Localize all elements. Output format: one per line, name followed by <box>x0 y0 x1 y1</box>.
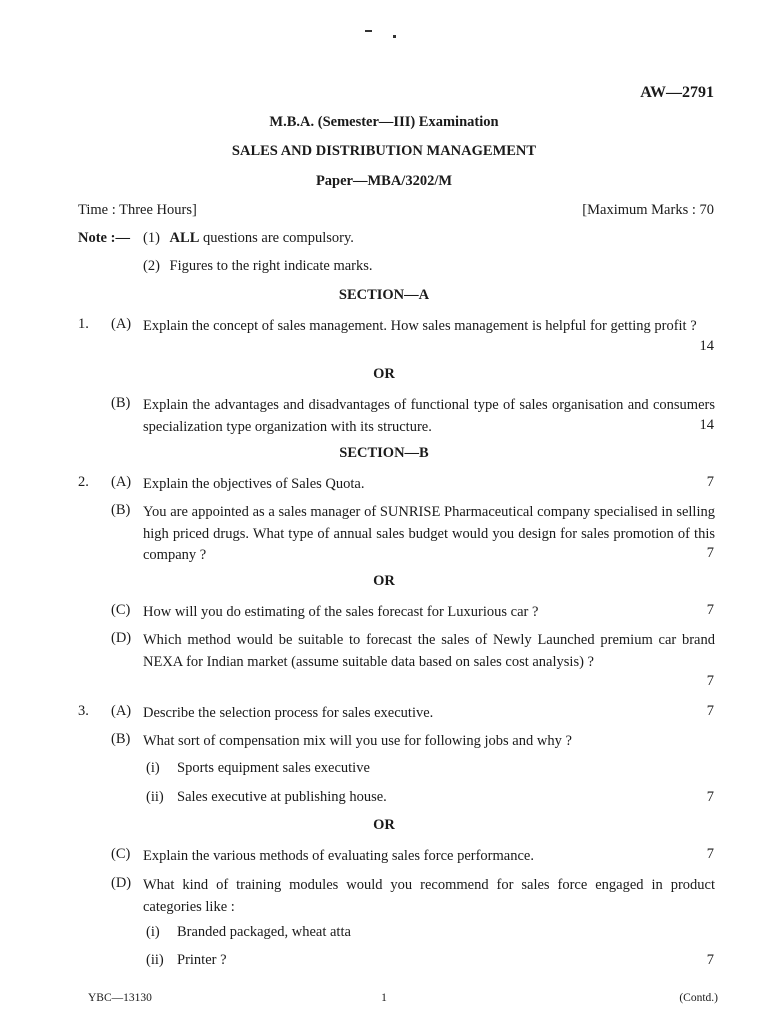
question-number: 3. <box>78 703 89 719</box>
question-text: What sort of compensation mix will you use for following jobs and why ? <box>143 733 572 749</box>
question-text: Which method would be suitable to forecast the sales of Newly Launched premium car brand NEXA for Indian market (assume suitable data based on sales cost analysis) ? <box>143 632 715 670</box>
sub-question-label: (B) <box>111 731 131 747</box>
section-b-heading: SECTION—B <box>339 445 429 461</box>
note-item-1 <box>143 230 354 247</box>
sub-item-text: Printer ? <box>177 952 227 968</box>
question-text: Explain the various methods of evaluating sales force performance. <box>143 848 534 864</box>
exam-title: M.B.A. (Semester—III) Examination <box>269 114 499 130</box>
footer-code: YBC—13130 <box>88 992 152 1004</box>
marks: 7 <box>706 673 714 689</box>
sub-item-number: (ii) <box>146 952 164 968</box>
or-separator: OR <box>373 366 395 382</box>
sub-question-label: (B) <box>111 502 131 518</box>
sub-question-label: (C) <box>111 602 131 618</box>
marks: 14 <box>699 338 714 354</box>
scan-speck <box>365 30 372 32</box>
note-item-text: questions are compulsory. <box>203 230 354 246</box>
marks: 7 <box>706 545 714 561</box>
note-item-bold: ALL <box>169 230 200 246</box>
marks: 7 <box>706 846 714 862</box>
sub-question-label: (D) <box>111 875 132 891</box>
marks: 7 <box>706 602 714 618</box>
question-text: What kind of training modules would you recommend for sales force engaged in product categories like : <box>143 877 715 915</box>
sub-item-text: Branded packaged, wheat atta <box>177 924 351 940</box>
question-number: 2. <box>78 474 89 490</box>
or-separator: OR <box>373 817 395 833</box>
sub-item-number: (i) <box>146 924 160 940</box>
paper-code: AW—2791 <box>640 84 714 101</box>
page-number: 1 <box>381 992 387 1004</box>
or-separator: OR <box>373 573 395 589</box>
marks: 14 <box>699 417 714 433</box>
question-text: Describe the selection process for sales executive. <box>143 705 434 721</box>
paper-number: Paper—MBA/3202/M <box>315 173 453 189</box>
sub-question-label: (B) <box>111 395 131 411</box>
time-allowed: Time : Three Hours] <box>78 202 197 218</box>
sub-item-text: Sports equipment sales executive <box>177 760 370 776</box>
sub-item-number: (ii) <box>146 789 164 805</box>
scan-speck <box>393 35 396 38</box>
question-text: Explain the objectives of Sales Quota. <box>143 476 365 492</box>
subject-title: SALES AND DISTRIBUTION MANAGEMENT <box>231 143 537 159</box>
sub-question-label: (D) <box>111 630 132 646</box>
note-label: Note :— <box>78 230 130 246</box>
note-item-number: (1) <box>143 230 160 246</box>
maximum-marks: [Maximum Marks : 70 <box>582 202 714 218</box>
sub-item-text: Sales executive at publishing house. <box>177 789 387 805</box>
section-a-heading: SECTION—A <box>338 287 430 303</box>
sub-item-number: (i) <box>146 760 160 776</box>
marks: 7 <box>706 789 714 805</box>
sub-question-label: (A) <box>111 316 132 332</box>
question-text: Explain the concept of sales management. How sales management is helpful for getting profit ? <box>143 318 697 334</box>
marks: 7 <box>706 474 714 490</box>
sub-question-label: (C) <box>111 846 131 862</box>
sub-question-label: (A) <box>111 703 132 719</box>
continued-label: (Contd.) <box>679 992 718 1004</box>
note-item-2 <box>143 258 373 275</box>
question-text: How will you do estimating of the sales forecast for Luxurious car ? <box>143 604 539 620</box>
question-text: You are appointed as a sales manager of SUNRISE Pharmaceutical company specialised in selling high priced drugs. What type of annual sales budget would you design for sales promotion of this company ? <box>143 504 715 563</box>
question-text: Explain the advantages and disadvantages of functional type of sales organisation and consumers specialization type organization with its structure. <box>143 397 715 435</box>
note-item-text: Figures to the right indicate marks. <box>169 258 373 274</box>
note-item-number: (2) <box>143 258 160 274</box>
marks: 7 <box>706 952 714 968</box>
question-number: 1. <box>78 316 89 332</box>
sub-question-label: (A) <box>111 474 132 490</box>
marks: 7 <box>706 703 714 719</box>
